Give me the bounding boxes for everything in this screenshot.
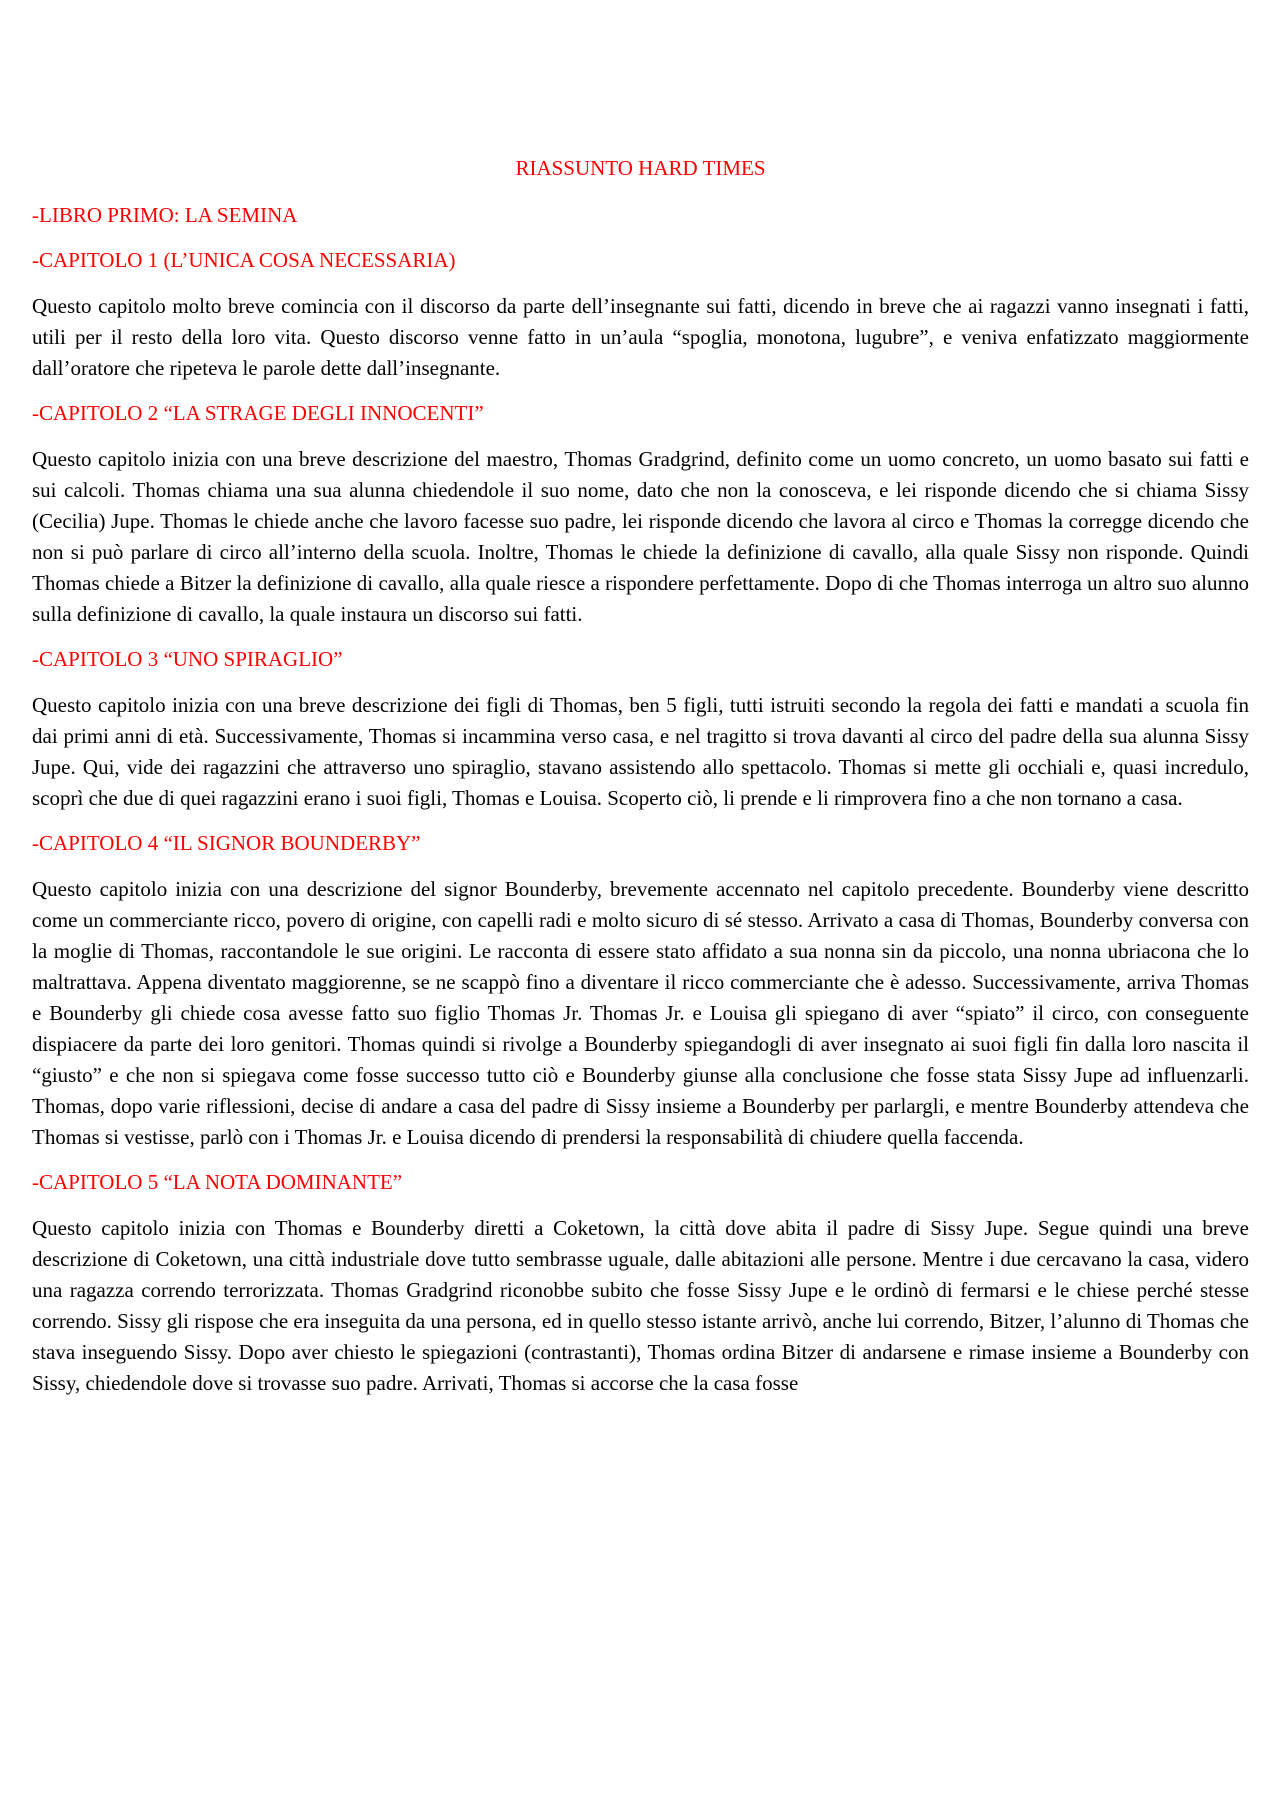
chapter-1-text: Questo capitolo molto breve comincia con il discorso da parte dell’insegnante sui fatti, dicendo in breve che ai ragazzi vanno insegnati i fatti, utili per il resto della loro vita. Questo discorso venne fatto in un’aula “spoglia, monotona, lugubre”, e veniva enfatizzato maggiormente dall’oratore che ripeteva le parole dette dall’insegnante. <box>32 294 1249 380</box>
chapter-1-heading: -CAPITOLO 1 (L’UNICA COSA NECESSARIA) <box>32 248 456 272</box>
chapter-4-heading: -CAPITOLO 4 “IL SIGNOR BOUNDERBY” <box>32 831 421 855</box>
chapter-2-heading: -CAPITOLO 2 “LA STRAGE DEGLI INNOCENTI” <box>32 401 484 425</box>
chapter-3-heading: -CAPITOLO 3 “UNO SPIRAGLIO” <box>32 647 343 671</box>
document-body <box>32 154 1249 1414</box>
chapter-3-text: Questo capitolo inizia con una breve descrizione dei figli di Thomas, ben 5 figli, tutti istruiti secondo la regola dei fatti e mandati a scuola fin dai primi anni di età. Successivamente, Thomas si incammina verso casa, e nel tragitto si trova davanti al circo del padre della sua alunna Sissy Jupe. Qui, vide dei ragazzini che attraverso uno spiraglio, stavano assistendo allo spettacolo. Thomas si mette gli occhiali e, quasi incredulo, scoprì che due di quei ragazzini erano i suoi figli, Thomas e Louisa. Scoperto ciò, li prende e li rimprovera fino a che non tornano a casa. <box>32 693 1249 810</box>
chapter-5-heading: -CAPITOLO 5 “LA NOTA DOMINANTE” <box>32 1170 403 1194</box>
chapter-4-text: Questo capitolo inizia con una descrizione del signor Bounderby, brevemente accennato nel capitolo precedente. Bounderby viene descritto come un commerciante ricco, povero di origine, con capelli radi e molto sicuro di sé stesso. Arrivato a casa di Thomas, Bounderby conversa con la moglie di Thomas, raccontandole le sue origini. Le racconta di essere stato affidato a sua nonna sin da piccolo, una nonna ubriacona che lo maltrattava. Appena diventato maggiorenne, se ne scappò fino a diventare il ricco commerciante che è adesso. Successivamente, arriva Thomas e Bounderby gli chiede cosa avesse fatto suo figlio Thomas Jr. Thomas Jr. e Louisa gli spiegano di aver “spiato” il circo, con conseguente dispiacere da parte dei loro genitori. Thomas quindi si rivolge a Bounderby spiegandogli di aver insegnato ai suoi figli fin dalla loro nascita il “giusto” e che non si spiegava come fosse successo tutto ciò e Bounderby giunse alla conclusione che fosse stata Sissy Jupe ad influenzarli. Thomas, dopo varie riflessioni, decise di andare a casa del padre di Sissy insieme a Bounderby per parlargli, e mentre Bounderby attendeva che Thomas si vestisse, parlò con i Thomas Jr. e Louisa dicendo di prendersi la responsabilità di chiudere quella faccenda. <box>32 877 1249 1149</box>
document-title: RIASSUNTO HARD TIMES <box>515 156 766 180</box>
book-heading: -LIBRO PRIMO: LA SEMINA <box>32 203 298 227</box>
chapter-2-text: Questo capitolo inizia con una breve descrizione del maestro, Thomas Gradgrind, definito come un uomo concreto, un uomo basato sui fatti e sui calcoli. Thomas chiama una sua alunna chiedendole il suo nome, dato che non la conosceva, e lei risponde dicendo che si chiama Sissy (Cecilia) Jupe. Thomas le chiede anche che lavoro facesse suo padre, lei risponde dicendo che lavora al circo e Thomas la corregge dicendo che non si può parlare di circo all’interno della scuola. Inoltre, Thomas le chiede la definizione di cavallo, alla quale Sissy non risponde. Quindi Thomas chiede a Bitzer la definizione di cavallo, alla quale riesce a rispondere perfettamente. Dopo di che Thomas interroga un altro suo alunno sulla definizione di cavallo, la quale instaura un discorso sui fatti. <box>32 447 1249 626</box>
chapter-5-text: Questo capitolo inizia con Thomas e Bounderby diretti a Coketown, la città dove abita il padre di Sissy Jupe. Segue quindi una breve descrizione di Coketown, una città industriale dove tutto sembrasse uguale, dalle abitazioni alle persone. Mentre i due cercavano la casa, videro una ragazza correndo terrorizzata. Thomas Gradgrind riconobbe subito che fosse Sissy Jupe e le ordinò di fermarsi e le chiese perché stesse correndo. Sissy gli rispose che era inseguita da una persona, ed in quello stesso istante arrivò, anche lui correndo, Bitzer, l’alunno di Thomas che stava inseguendo Sissy. Dopo aver chiesto le spiegazioni (contrastanti), Thomas ordina Bitzer di andarsene e rimase insieme a Bounderby con Sissy, chiedendole dove si trovasse suo padre. Arrivati, Thomas si accorse che la casa fosse <box>32 1216 1249 1395</box>
